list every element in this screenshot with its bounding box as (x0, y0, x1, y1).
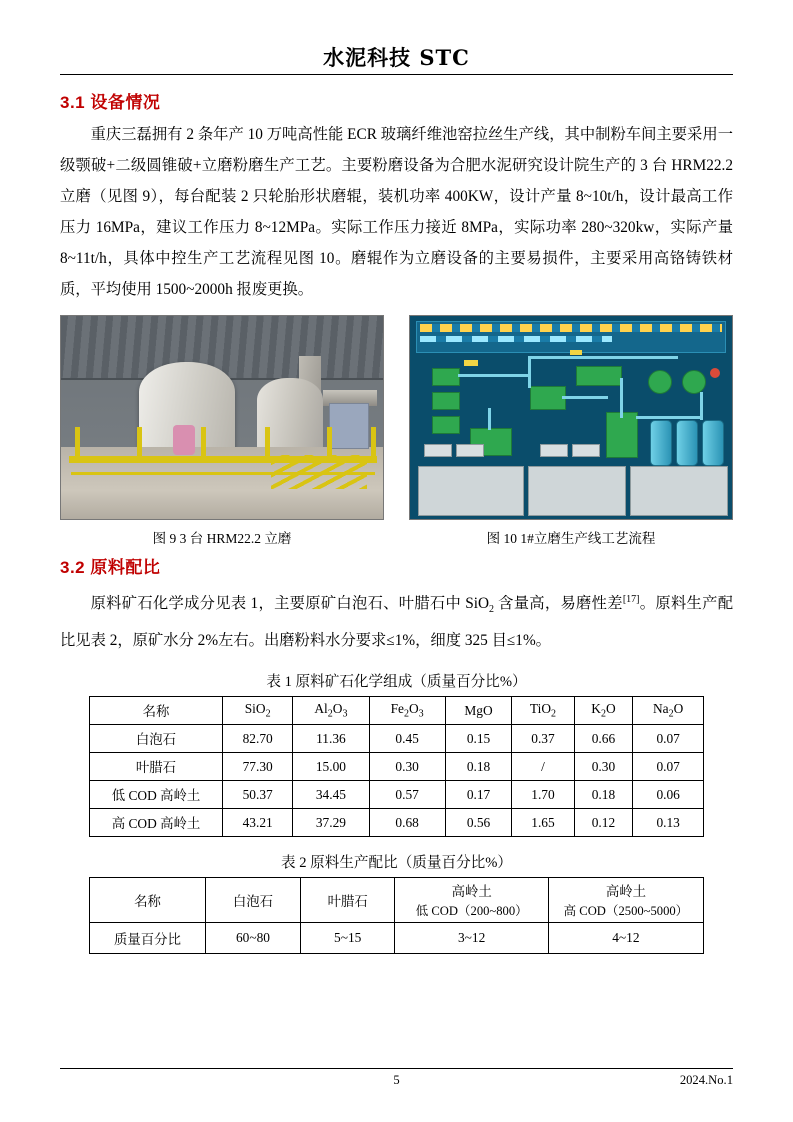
row2-c6: 0.30 (574, 753, 633, 781)
row3-c3: 0.57 (369, 781, 445, 809)
row4-c5: 1.65 (512, 809, 574, 837)
header-divider (60, 74, 733, 75)
t2-row-c3: 3~12 (395, 923, 548, 954)
row2-c5: / (512, 753, 574, 781)
t2-th-baipaoshi: 白泡石 (205, 878, 300, 923)
figure-9 (60, 315, 384, 547)
th-al2o3: $Al_2O_3$ (293, 697, 369, 725)
figure-10 (409, 315, 733, 547)
p32-post: 。原料生产配比见表 2，原矿水分 2%左右。出磨粉料水分要求≤1%，细度 325 目≤1%。 (60, 595, 733, 650)
row1-c6: 0.66 (574, 725, 633, 753)
section-heading-3-2: 3.2 原料配比 (60, 558, 161, 577)
row2-name: 叶腊石 (90, 753, 223, 781)
th-name: 名称 (90, 697, 223, 725)
t2-th-kaolin-high-top: 高岭土 (605, 884, 646, 900)
page-number: 5 (393, 1073, 400, 1087)
row3-c6: 0.18 (574, 781, 633, 809)
t2-row-name: 质量百分比 (90, 923, 206, 954)
row4-c1: 43.21 (223, 809, 293, 837)
journal-title: 水泥科技 STC (323, 45, 470, 70)
row3-c5: 1.70 (512, 781, 574, 809)
th-sio2: SiO$_2$ (223, 697, 293, 725)
page-footer (60, 1068, 733, 1091)
th-mgo: MgO (445, 697, 512, 725)
t2-th-name: 名称 (90, 878, 206, 923)
page-header (60, 42, 733, 72)
row4-c3: 0.68 (369, 809, 445, 837)
p32-ref: [17] (622, 594, 640, 605)
row2-c3: 0.30 (369, 753, 445, 781)
row3-c4: 0.17 (445, 781, 512, 809)
row1-c7: 0.07 (633, 725, 704, 753)
row1-c2: 11.36 (293, 725, 369, 753)
table-row (90, 878, 704, 923)
t2-th-kaolin-low-sub: 低 COD（200~800） (415, 904, 528, 919)
paragraph-3-1: 重庆三磊拥有 2 条年产 10 万吨高性能 ECR 玻璃纤维池窑拉丝生产线，其中制粉车间主要采用一级颚破+二级圆锥破+立磨粉磨生产工艺。主要粉磨设备为合肥水泥研究设计院生产的 3 台 HRM22.2 立磨（见图 9），每台配装 2 只轮胎形状磨辊，装机功率 400KW，设计产量 8~10t/h，设计最高工作压力 16MPa，建议工作压力 8~12MPa。实际工作压力接近 8MPa，实际功率 280~320kw，实际产量 8~11t/h，具体中控生产工艺流程见图 10。磨辊作为立磨设备的主要易损件，主要采用高铬铸铁材质，平均使用 1500~2000h 报废更换。 (60, 126, 733, 298)
t2-row-c2: 5~15 (300, 923, 395, 954)
th-tio2: TiO$_2$ (512, 697, 574, 725)
row1-name: 白泡石 (90, 725, 223, 753)
figure-9-image (60, 315, 384, 520)
table-row (90, 781, 704, 809)
paragraph-3-2 (60, 584, 733, 656)
row3-c1: 50.37 (223, 781, 293, 809)
table1-caption: 表 1 原料矿石化学组成（质量百分比%） (266, 674, 527, 691)
p32-mid: 含量高，易磨性差 (494, 595, 623, 613)
row1-c5: 0.37 (512, 725, 574, 753)
table-row (90, 725, 704, 753)
p32-pre: 原料矿石化学成分见表 1，主要原矿白泡石、叶腊石中 SiO (90, 595, 490, 613)
t2-th-kaolin-high (548, 878, 703, 923)
row3-name: 低 COD 高岭土 (90, 781, 223, 809)
t2-th-kaolin-low-top: 高岭土 (451, 884, 492, 900)
figure-10-caption: 图 10 1#立磨生产线工艺流程 (486, 531, 656, 546)
row3-c2: 34.45 (293, 781, 369, 809)
figure-row (60, 315, 733, 547)
figure-10-image (409, 315, 733, 520)
table-row (90, 697, 704, 725)
page-content (60, 82, 733, 954)
row1-c4: 0.15 (445, 725, 512, 753)
table-ore-composition (89, 696, 704, 837)
p32-sub: 2 (489, 604, 495, 616)
t2-th-kaolin-high-sub: 高 COD（2500~5000） (563, 904, 689, 919)
t2-th-kaolin-low (395, 878, 548, 923)
table-row (90, 809, 704, 837)
th-fe2o3: $Fe_2O_3$ (369, 697, 445, 725)
row2-c7: 0.07 (633, 753, 704, 781)
t2-row-c1: 60~80 (205, 923, 300, 954)
table-raw-material-ratio (89, 877, 704, 954)
row4-c4: 0.56 (445, 809, 512, 837)
figure-9-caption: 图 9 3 台 HRM22.2 立磨 (152, 531, 292, 546)
row4-c6: 0.12 (574, 809, 633, 837)
section-heading-3-1: 3.1 设备情况 (60, 93, 161, 112)
th-na2o: $Na_2O$ (633, 697, 704, 725)
row3-c7: 0.06 (633, 781, 704, 809)
row2-c1: 77.30 (223, 753, 293, 781)
table2-caption: 表 2 原料生产配比（质量百分比%） (280, 855, 513, 872)
row4-c7: 0.13 (633, 809, 704, 837)
th-k2o: $K_2O$ (574, 697, 633, 725)
table-row (90, 923, 704, 954)
issue-number: 2024.No.1 (679, 1073, 733, 1087)
row2-c2: 15.00 (293, 753, 369, 781)
row2-c4: 0.18 (445, 753, 512, 781)
table-row (90, 753, 704, 781)
t2-row-c4: 4~12 (548, 923, 703, 954)
row1-c3: 0.45 (369, 725, 445, 753)
row4-name: 高 COD 高岭土 (90, 809, 223, 837)
t2-th-yelashi: 叶腊石 (300, 878, 395, 923)
row1-c1: 82.70 (223, 725, 293, 753)
row4-c2: 37.29 (293, 809, 369, 837)
